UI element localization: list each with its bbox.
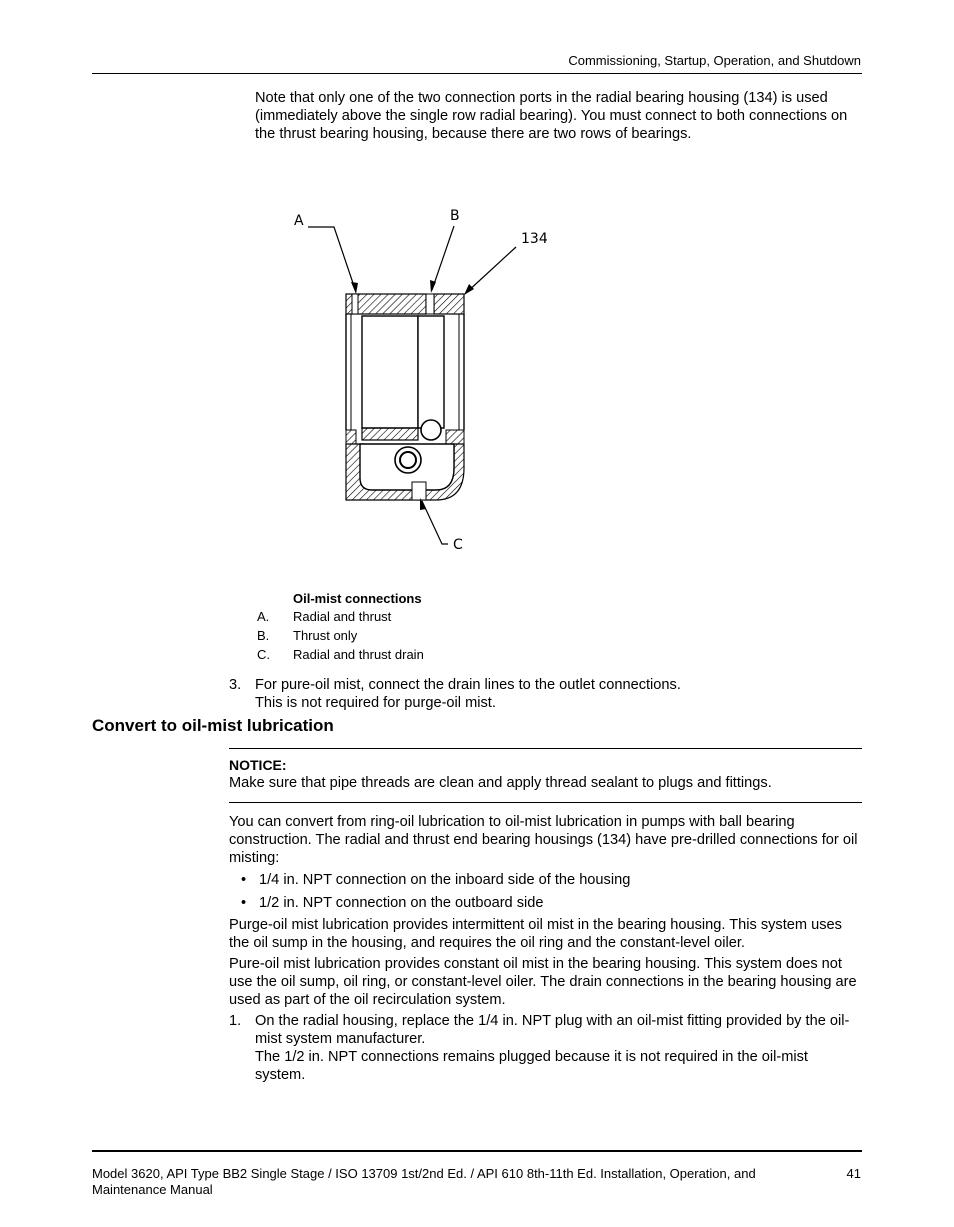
port-c	[412, 482, 426, 500]
step-number: 1.	[229, 1013, 242, 1029]
bullet-icon: •	[241, 872, 247, 888]
legend-item: B. Thrust only	[257, 628, 358, 643]
step-note: This is not required for purge-oil mist.	[255, 695, 496, 711]
callout-c: C	[453, 537, 463, 553]
callout-part-number: 134	[521, 231, 548, 247]
legend-item: A. Radial and thrust	[257, 609, 392, 624]
bearing-housing-drawing	[286, 198, 566, 560]
bearing-housing-figure	[286, 198, 566, 560]
port-b	[426, 294, 434, 314]
step-text: For pure-oil mist, connect the drain lines to the outlet connections.	[255, 677, 681, 693]
bearing-bore	[362, 316, 418, 428]
running-header: Commissioning, Startup, Operation, and Shutdown	[568, 53, 861, 68]
section-heading: Convert to oil-mist lubrication	[92, 716, 334, 735]
callout-b: B	[450, 208, 460, 224]
oil-ring	[421, 420, 441, 440]
paragraph: Purge-oil mist lubrication provides intermittent oil mist in the bearing housing. This system uses the oil sump in the housing, and requires the oil ring and the constant-level oiler.	[229, 917, 842, 951]
legend-item: C. Radial and thrust drain	[257, 647, 424, 662]
oil-channel	[418, 316, 444, 428]
notice-text: Make sure that pipe threads are clean and apply thread sealant to plugs and fittings.	[229, 775, 772, 791]
top-wall-right	[434, 294, 464, 314]
notice-bottom-rule	[229, 802, 862, 803]
step-note: The 1/2 in. NPT connections remains plugged because it is not required in the oil-mist system.	[255, 1049, 808, 1083]
footer-manual-title: Model 3620, API Type BB2 Single Stage / ISO 13709 1st/2nd Ed. / API 610 8th-11th Ed. Installation, Operation, and Maintenance Manual	[92, 1166, 756, 1197]
notice-title: NOTICE:	[229, 757, 287, 773]
paragraph: You can convert from ring-oil lubrication to oil-mist lubrication in pumps with ball bearing construction. The radial and thrust end bearing housings (134) have pre-drilled connections for oil misting:	[229, 814, 858, 866]
notice-top-rule	[229, 748, 862, 749]
step-text: On the radial housing, replace the 1/4 in. NPT plug with an oil-mist fitting provided by the oil-mist system manufacturer.	[255, 1013, 850, 1047]
intro-note: Note that only one of the two connection ports in the radial bearing housing (134) is used (immediately above the single row radial bearing). You must connect to both connections on the thrust bearing housing, because there are two rows of bearings.	[255, 90, 848, 142]
step-number: 3.	[229, 677, 242, 693]
header-rule	[92, 73, 862, 74]
bullet-item: • 1/4 in. NPT connection on the inboard side of the housing	[241, 872, 631, 888]
figure-caption-title: Oil-mist connections	[293, 591, 422, 606]
bullet-item: • 1/2 in. NPT connection on the outboard side	[241, 895, 544, 911]
page-number: 41	[846, 1166, 861, 1181]
footer-rule	[92, 1150, 862, 1152]
bullet-icon: •	[241, 895, 247, 911]
port-a	[352, 294, 358, 314]
paragraph: Pure-oil mist lubrication provides constant oil mist in the bearing housing. This system does not use the oil sump, oil ring, or constant-level oiler. The drain connections in the bearing housing are used as part of the oil recirculation system.	[229, 956, 857, 1008]
callout-a: A	[294, 213, 304, 229]
